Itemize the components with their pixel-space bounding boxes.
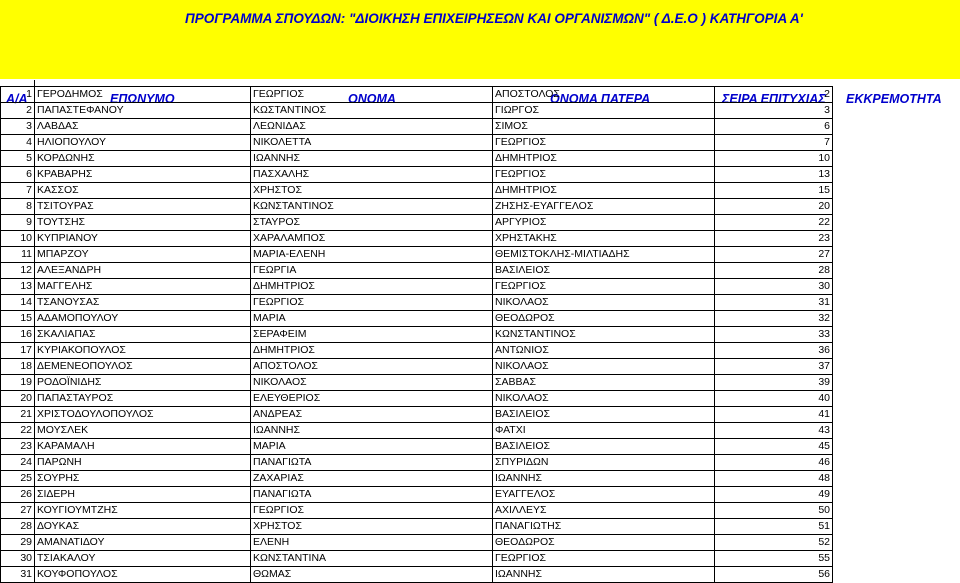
table-row: [1, 519, 833, 535]
table-row: [1, 103, 833, 119]
cell-name: ΔΗΜΗΤΡΙΟΣ: [251, 343, 493, 359]
cell-father-name: ΣΑΒΒΑΣ: [493, 375, 715, 391]
cell-rank: 50: [715, 503, 833, 519]
cell-aa: 16: [1, 327, 35, 343]
cell-name: ΔΗΜΗΤΡΙΟΣ: [251, 279, 493, 295]
cell-rank: 28: [715, 263, 833, 279]
cell-rank: 20: [715, 199, 833, 215]
cell-surname: ΧΡΙΣΤΟΔΟΥΛΟΠΟΥΛΟΣ: [35, 407, 251, 423]
table-row: [1, 215, 833, 231]
cell-surname: ΠΑΠΑΣΤΑΥΡΟΣ: [35, 391, 251, 407]
cell-father-name: ΓΙΩΡΓΟΣ: [493, 103, 715, 119]
cell-name: ΚΩΝΣΤΑΝΤΙΝΟΣ: [251, 199, 493, 215]
cell-surname: ΡΟΔΟΪΝΙΔΗΣ: [35, 375, 251, 391]
cell-name: ΜΑΡΙΑ-ΕΛΕΝΗ: [251, 247, 493, 263]
cell-rank: 37: [715, 359, 833, 375]
cell-aa: 31: [1, 567, 35, 583]
cell-rank: 49: [715, 487, 833, 503]
cell-aa: 23: [1, 439, 35, 455]
cell-father-name: ΝΙΚΟΛΑΟΣ: [493, 359, 715, 375]
cell-aa: 26: [1, 487, 35, 503]
cell-name: ΠΑΝΑΓΙΩΤΑ: [251, 487, 493, 503]
cell-aa: 11: [1, 247, 35, 263]
table-row: [1, 567, 833, 583]
cell-name: ΧΡΗΣΤΟΣ: [251, 519, 493, 535]
cell-name: ΧΑΡΑΛΑΜΠΟΣ: [251, 231, 493, 247]
table-row: [1, 263, 833, 279]
cell-aa: 5: [1, 151, 35, 167]
table-row: [1, 551, 833, 567]
cell-name: ΓΕΩΡΓΙΑ: [251, 263, 493, 279]
cell-father-name: ΔΗΜΗΤΡΙΟΣ: [493, 183, 715, 199]
cell-aa: 22: [1, 423, 35, 439]
table-row: [1, 151, 833, 167]
cell-name: ΓΕΩΡΓΙΟΣ: [251, 503, 493, 519]
cell-father-name: ΓΕΩΡΓΙΟΣ: [493, 167, 715, 183]
cell-rank: 13: [715, 167, 833, 183]
cell-father-name: ΓΕΩΡΓΙΟΣ: [493, 279, 715, 295]
cell-father-name: ΝΙΚΟΛΑΟΣ: [493, 391, 715, 407]
table-row: [1, 87, 833, 103]
cell-rank: 10: [715, 151, 833, 167]
cell-rank: 45: [715, 439, 833, 455]
cell-father-name: ΑΡΓΥΡΙΟΣ: [493, 215, 715, 231]
table-row: [1, 375, 833, 391]
cell-father-name: ΘΕΜΙΣΤΟΚΛΗΣ-ΜΙΛΤΙΑΔΗΣ: [493, 247, 715, 263]
table-row: [1, 311, 833, 327]
cell-aa: 13: [1, 279, 35, 295]
cell-aa: 3: [1, 119, 35, 135]
cell-aa: 27: [1, 503, 35, 519]
cell-father-name: ΓΕΩΡΓΙΟΣ: [493, 551, 715, 567]
cell-rank: 32: [715, 311, 833, 327]
cell-father-name: ΔΗΜΗΤΡΙΟΣ: [493, 151, 715, 167]
cell-aa: 21: [1, 407, 35, 423]
table-row: [1, 487, 833, 503]
cell-father-name: ΒΑΣΙΛΕΙΟΣ: [493, 263, 715, 279]
cell-name: ΝΙΚΟΛΕΤΤΑ: [251, 135, 493, 151]
cell-father-name: ΝΙΚΟΛΑΟΣ: [493, 295, 715, 311]
table-row: [1, 231, 833, 247]
cell-father-name: ΒΑΣΙΛΕΙΟΣ: [493, 439, 715, 455]
table-row: [1, 295, 833, 311]
cell-rank: 36: [715, 343, 833, 359]
cell-surname: ΔΟΥΚΑΣ: [35, 519, 251, 535]
cell-name: ΙΩΑΝΝΗΣ: [251, 423, 493, 439]
table-row: [1, 359, 833, 375]
cell-surname: ΤΟΥΤΣΗΣ: [35, 215, 251, 231]
cell-father-name: ΣΠΥΡΙΔΩΝ: [493, 455, 715, 471]
cell-aa: 15: [1, 311, 35, 327]
table-row: [1, 279, 833, 295]
cell-name: ΖΑΧΑΡΙΑΣ: [251, 471, 493, 487]
cell-name: ΧΡΗΣΤΟΣ: [251, 183, 493, 199]
results-table: [0, 80, 833, 583]
cell-aa: 30: [1, 551, 35, 567]
table-row: [1, 343, 833, 359]
cell-rank: 22: [715, 215, 833, 231]
cell-rank: 48: [715, 471, 833, 487]
cell-surname: ΓΕΡΟΔΗΜΟΣ: [35, 87, 251, 103]
cell-surname: ΚΟΥΦΟΠΟΥΛΟΣ: [35, 567, 251, 583]
title-band: [0, 0, 960, 39]
cell-surname: ΤΣΙΤΟΥΡΑΣ: [35, 199, 251, 215]
table-row: [1, 471, 833, 487]
cell-name: ΚΩΣΤΑΝΤΙΝΟΣ: [251, 103, 493, 119]
cell-father-name: ΑΧΙΛΛΕΥΣ: [493, 503, 715, 519]
cell-aa: 17: [1, 343, 35, 359]
cell-father-name: ΣΙΜΟΣ: [493, 119, 715, 135]
document-title: ΠΡΟΓΡΑΜΜΑ ΣΠΟΥΔΩΝ: "ΔΙΟΙΚΗΣΗ ΕΠΙΧΕΙΡΗΣΕΩΝ ΚΑΙ ΟΡΓΑΝΙΣΜΩΝ" ( Δ.Ε.Ο ) ΚΑΤΗΓΟΡΙΑ Α': [185, 11, 803, 26]
cell-aa: 12: [1, 263, 35, 279]
cell-rank: 30: [715, 279, 833, 295]
table-row: [1, 407, 833, 423]
cell-father-name: ΧΡΗΣΤΑΚΗΣ: [493, 231, 715, 247]
cell-surname: ΣΚΑΛΙΑΠΑΣ: [35, 327, 251, 343]
cell-name: ΕΛΕΥΘΕΡΙΟΣ: [251, 391, 493, 407]
cell-aa: 4: [1, 135, 35, 151]
cell-rank: 2: [715, 87, 833, 103]
cell-rank: 55: [715, 551, 833, 567]
table-row: [1, 391, 833, 407]
cell-surname: ΑΔΑΜΟΠΟΥΛΟΥ: [35, 311, 251, 327]
table-row: [1, 247, 833, 263]
table-row: [1, 119, 833, 135]
cell-aa: 18: [1, 359, 35, 375]
results-table-body: [1, 80, 833, 583]
cell-name: ΑΝΔΡΕΑΣ: [251, 407, 493, 423]
cell-name: ΠΑΝΑΓΙΩΤΑ: [251, 455, 493, 471]
header-father-name: ΟΝΟΜΑ ΠΑΤΕΡΑ: [550, 92, 651, 106]
cell-surname: ΣΟΥΡΗΣ: [35, 471, 251, 487]
table-row: [1, 535, 833, 551]
header-pending: ΕΚΚΡΕΜΟΤΗΤΑ: [846, 92, 942, 106]
cell-aa: 20: [1, 391, 35, 407]
cell-father-name: ΑΝΤΩΝΙΟΣ: [493, 343, 715, 359]
cell-surname: ΤΣΙΑΚΑΛΟΥ: [35, 551, 251, 567]
cell-surname: ΑΛΕΞΑΝΔΡΗ: [35, 263, 251, 279]
cell-father-name: ΙΩΑΝΝΗΣ: [493, 567, 715, 583]
table-row: [1, 503, 833, 519]
header-rank: ΣΕΙΡΑ ΕΠΙΤΥΧΙΑΣ: [722, 92, 826, 106]
cell-rank: 7: [715, 135, 833, 151]
cell-surname: ΜΑΓΓΕΛΗΣ: [35, 279, 251, 295]
header-aa: Α/Α: [6, 92, 28, 106]
cell-name: ΠΑΣΧΑΛΗΣ: [251, 167, 493, 183]
cell-father-name: ΕΥΑΓΓΕΛΟΣ: [493, 487, 715, 503]
cell-father-name: ΘΕΟΔΩΡΟΣ: [493, 535, 715, 551]
cell-name: ΣΕΡΑΦΕΙΜ: [251, 327, 493, 343]
cell-father-name: ΓΕΩΡΓΙΟΣ: [493, 135, 715, 151]
cell-name: ΓΕΩΡΓΙΟΣ: [251, 295, 493, 311]
cell-surname: ΚΟΡΔΩΝΗΣ: [35, 151, 251, 167]
cell-surname: ΠΑΠΑΣΤΕΦΑΝΟΥ: [35, 103, 251, 119]
cell-surname: ΚΑΣΣΟΣ: [35, 183, 251, 199]
cell-rank: 31: [715, 295, 833, 311]
table-row: [1, 135, 833, 151]
cell-father-name: ΘΕΟΔΩΡΟΣ: [493, 311, 715, 327]
cell-rank: 56: [715, 567, 833, 583]
cell-rank: 41: [715, 407, 833, 423]
table-row: [1, 455, 833, 471]
cell-rank: 27: [715, 247, 833, 263]
cell-name: ΣΤΑΥΡΟΣ: [251, 215, 493, 231]
cell-surname: ΚΥΡΙΑΚΟΠΟΥΛΟΣ: [35, 343, 251, 359]
table-row: [1, 439, 833, 455]
cell-rank: 3: [715, 103, 833, 119]
cell-surname: ΜΠΑΡΖΟΥ: [35, 247, 251, 263]
cell-surname: ΚΥΠΡΙΑΝΟΥ: [35, 231, 251, 247]
cell-surname: ΚΑΡΑΜΑΛΗ: [35, 439, 251, 455]
cell-surname: ΛΑΒΔΑΣ: [35, 119, 251, 135]
cell-rank: 15: [715, 183, 833, 199]
cell-rank: 39: [715, 375, 833, 391]
cell-aa: 1: [1, 87, 35, 103]
table-row: [1, 199, 833, 215]
cell-aa: 7: [1, 183, 35, 199]
cell-name: ΚΩΝΣΤΑΝΤΙΝΑ: [251, 551, 493, 567]
cell-father-name: ΙΩΑΝΝΗΣ: [493, 471, 715, 487]
cell-name: ΝΙΚΟΛΑΟΣ: [251, 375, 493, 391]
cell-father-name: ΚΩΝΣΤΑΝΤΙΝΟΣ: [493, 327, 715, 343]
cell-aa: 19: [1, 375, 35, 391]
cell-surname: ΠΑΡΩΝΗ: [35, 455, 251, 471]
cell-aa: 14: [1, 295, 35, 311]
header-name: ΟΝΟΜΑ: [348, 92, 396, 106]
cell-name: ΛΕΩΝΙΔΑΣ: [251, 119, 493, 135]
cell-rank: 51: [715, 519, 833, 535]
cell-aa: 6: [1, 167, 35, 183]
cell-rank: 40: [715, 391, 833, 407]
cell-name: ΕΛΕΝΗ: [251, 535, 493, 551]
cell-aa: 29: [1, 535, 35, 551]
cell-aa: 9: [1, 215, 35, 231]
cell-name: ΑΠΟΣΤΟΛΟΣ: [251, 359, 493, 375]
cell-name: ΜΑΡΙΑ: [251, 311, 493, 327]
cell-surname: ΤΣΑΝΟΥΣΑΣ: [35, 295, 251, 311]
cell-father-name: ΒΑΣΙΛΕΙΟΣ: [493, 407, 715, 423]
cell-aa: 2: [1, 103, 35, 119]
cell-father-name: ΠΑΝΑΓΙΩΤΗΣ: [493, 519, 715, 535]
cell-aa: 10: [1, 231, 35, 247]
table-row: [1, 423, 833, 439]
cell-rank: 6: [715, 119, 833, 135]
cell-surname: ΚΟΥΓΙΟΥΜΤΖΗΣ: [35, 503, 251, 519]
table-row: [1, 183, 833, 199]
cell-surname: ΔΕΜΕΝΕΟΠΟΥΛΟΣ: [35, 359, 251, 375]
cell-name: ΘΩΜΑΣ: [251, 567, 493, 583]
cell-name: ΙΩΑΝΝΗΣ: [251, 151, 493, 167]
table-row: [1, 167, 833, 183]
cell-rank: 52: [715, 535, 833, 551]
cell-aa: 8: [1, 199, 35, 215]
cell-rank: 43: [715, 423, 833, 439]
cell-rank: 46: [715, 455, 833, 471]
cell-surname: ΣΙΔΕΡΗ: [35, 487, 251, 503]
cell-rank: 33: [715, 327, 833, 343]
cell-aa: 24: [1, 455, 35, 471]
cell-surname: ΚΡΑΒΑΡΗΣ: [35, 167, 251, 183]
cell-father-name: ΖΗΣΗΣ-ΕΥΑΓΓΕΛΟΣ: [493, 199, 715, 215]
cell-name: ΜΑΡΙΑ: [251, 439, 493, 455]
cell-name: ΓΕΩΡΓΙΟΣ: [251, 87, 493, 103]
table-row: [1, 327, 833, 343]
header-surname: ΕΠΩΝΥΜΟ: [110, 92, 175, 106]
cell-aa: 28: [1, 519, 35, 535]
cell-rank: 23: [715, 231, 833, 247]
cell-father-name: ΑΠΟΣΤΟΛΟΣ: [493, 87, 715, 103]
cell-surname: ΜΟΥΣΛΕΚ: [35, 423, 251, 439]
cell-aa: 25: [1, 471, 35, 487]
cell-surname: ΑΜΑΝΑΤΙΔΟΥ: [35, 535, 251, 551]
cell-surname: ΗΛΙΟΠΟΥΛΟΥ: [35, 135, 251, 151]
cell-father-name: ΦΑΤΧΙ: [493, 423, 715, 439]
